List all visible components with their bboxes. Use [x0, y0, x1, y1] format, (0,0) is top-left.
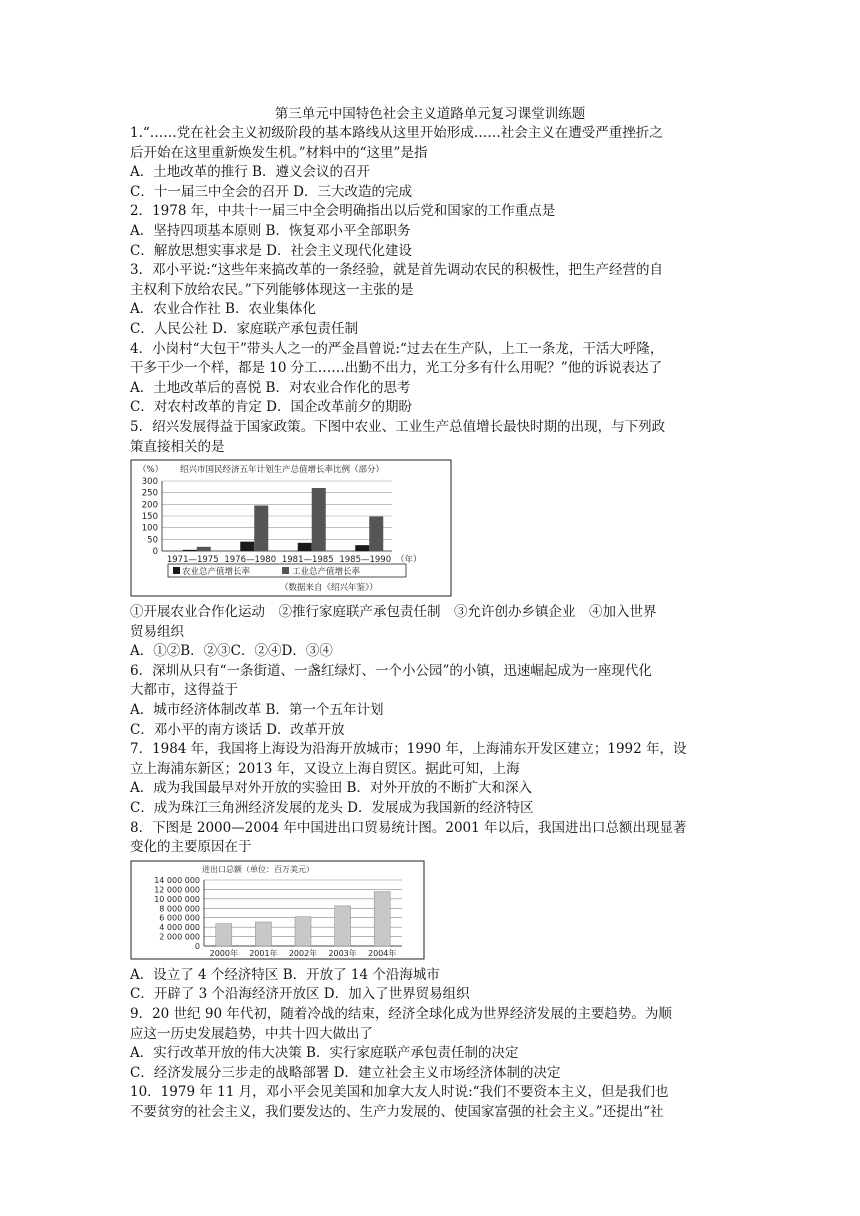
x-tick-label: 2000年 — [209, 948, 238, 958]
bar-trade-total — [255, 922, 271, 946]
legend-swatch-agriculture — [173, 567, 180, 574]
y-tick-label: 50 — [147, 535, 158, 546]
option-line: C．成为珠江三角洲经济发展的龙头 D．发展成为我国新的经济特区 — [130, 800, 534, 817]
question-stem-line: 策直接相关的是 — [130, 438, 225, 455]
x-tick-label: 1971—1975 — [166, 555, 219, 566]
option-line: C．解放思想实事求是 D．社会主义现代化建设 — [130, 242, 412, 259]
question-8 — [130, 819, 730, 1005]
chart-title: 进出口总额（单位：百万美元） — [202, 864, 314, 874]
option-line: C．人民公社 D．家庭联产承包责任制 — [130, 320, 358, 337]
question-stem-line: 4．小岗村“大包干”带头人之一的严金昌曾说:“过去在生产队，上工一条龙，干活大呼隆， — [130, 340, 664, 357]
option-line: C．经济发展分三步走的战略部署 D．建立社会主义市场经济体制的决定 — [130, 1064, 561, 1081]
x-tick-label: 1976—1980 — [224, 555, 277, 566]
exam-page — [130, 104, 730, 1123]
question-stem-line: 2．1978 年，中共十一届三中全会明确指出以后党和国家的工作重点是 — [130, 203, 556, 220]
y-tick-label: 200 — [141, 500, 158, 511]
option-line: A．土地改革后的喜悦 B．对农业合作化的思考 — [130, 379, 411, 396]
y-tick-label: 250 — [141, 488, 158, 499]
y-tick-label: 4 000 000 — [159, 922, 200, 932]
question-stem-line: 后开始在这里重新焕发生机。”材料中的“这里”是指 — [130, 144, 428, 161]
bar-agriculture — [298, 543, 312, 551]
question-7 — [130, 740, 730, 818]
x-tick-label: 2001年 — [249, 948, 278, 958]
option-line: C．邓小平的南方谈话 D．改革开放 — [130, 721, 345, 738]
y-tick-label: 300 — [141, 477, 158, 488]
question-stem-line: 干多干少一个样，都是 10 分工……出勤不出力，光工分多有什么用呢？”他的诉说表达了 — [130, 360, 663, 377]
question-stem-line: 立上海浦东新区；2013 年，又设立上海自贸区。据此可知，上海 — [130, 760, 520, 777]
y-unit-label: （%） — [138, 465, 164, 476]
bar-trade-total — [374, 891, 390, 945]
question-2 — [130, 202, 730, 261]
legend-swatch-industry — [282, 567, 289, 574]
page-title: 第三单元中国特色社会主义道路单元复习课堂训练题 — [274, 106, 586, 122]
x-tick-label: 1985—1990 — [339, 555, 392, 566]
option-line: A．设立了 4 个经济特区 B．开放了 14 个沿海城市 — [130, 966, 440, 983]
shaoxing-growth-chart — [130, 459, 730, 601]
option-line: C．十一届三中全会的召开 D．三大改造的完成 — [130, 183, 412, 200]
option-line: A．实行改革开放的伟大决策 B．实行家庭联产承包责任制的决定 — [130, 1045, 519, 1062]
shaoxing-growth-chart-svg — [130, 459, 452, 597]
question-stem-line: 10．1979 年 11 月，邓小平会见美国和加拿大友人时说:“我们不要资本主义，但是我们也 — [130, 1084, 669, 1101]
question-stem-line: 贸易组织 — [130, 623, 184, 640]
y-tick-label: 2 000 000 — [159, 932, 200, 942]
question-5 — [130, 418, 730, 662]
question-stem-line: 不要贫穷的社会主义，我们要发达的、生产力发展的、使国家富强的社会主义。”还提出“社 — [130, 1103, 664, 1120]
question-stem-line: 7．1984 年，我国将上海设为沿海开放城市；1990 年，上海浦东开发区建立；1992 年，设 — [130, 741, 687, 758]
option-line: A．成为我国最早对外开放的实验田 B．对外开放的不断扩大和深入 — [130, 780, 532, 797]
y-tick-label: 10 000 000 — [154, 894, 200, 904]
y-tick-label: 8 000 000 — [159, 904, 200, 914]
bar-industry — [254, 506, 268, 552]
y-tick-label: 14 000 000 — [154, 875, 200, 885]
option-line: A．①②B．②③C．②④D．③④ — [130, 643, 333, 660]
option-line: C．对农村改革的肯定 D．国企改革前夕的期盼 — [130, 399, 412, 416]
x-tick-label: 1981—1985 — [281, 555, 334, 566]
chart-title: 绍兴市国民经济五年计划生产总值增长率比例（部分） — [180, 465, 385, 476]
question-stem-line: 5．绍兴发展得益于国家政策。下图中农业、工业生产总值增长最快时期的出现，与下列政 — [130, 418, 666, 435]
question-4 — [130, 340, 730, 418]
option-line: A．土地改革的推行 B．遵义会议的召开 — [130, 164, 370, 181]
question-9 — [130, 1005, 730, 1083]
bar-agriculture — [183, 550, 197, 551]
question-6 — [130, 662, 730, 740]
option-line: C．开辟了 3 个沿海经济开放区 D．加入了世界贸易组织 — [130, 986, 470, 1003]
legend-label-agriculture: 农业总产值增长率 — [182, 567, 251, 578]
x-unit-label: （年） — [396, 555, 422, 566]
bar-trade-total — [335, 906, 351, 946]
bar-industry — [369, 517, 383, 552]
question-stem-line: 1.“……党在社会主义初级阶段的基本路线从这里开始形成……社会主义在遭受严重挫折之 — [130, 125, 663, 141]
y-tick-label: 150 — [141, 512, 158, 523]
option-line: A．城市经济体制改革 B．第一个五年计划 — [130, 702, 384, 719]
question-stem-line: 大都市，这得益于 — [130, 682, 238, 699]
question-stem-line: ①开展农业合作化运动 ②推行家庭联产承包责任制 ③允许创办乡镇企业 ④加入世界 — [130, 604, 657, 621]
question-stem-line: 8．下图是 2000—2004 年中国进出口贸易统计图。2001 年以后，我国进出口总额出现显著 — [130, 819, 687, 836]
bar-agriculture — [240, 542, 254, 551]
chart-source-note: （数据来自《绍兴年鉴》） — [280, 583, 378, 594]
option-line: A．农业合作社 B．农业集体化 — [130, 301, 316, 318]
question-10 — [130, 1083, 730, 1122]
question-stem-line: 应这一历史发展趋势，中共十四大做出了 — [130, 1025, 373, 1042]
question-stem-line: 主权利下放给农民。”下列能够体现这一主张的是 — [130, 281, 414, 298]
trade-volume-chart — [130, 860, 730, 964]
y-tick-label: 0 — [194, 941, 200, 951]
y-tick-label: 6 000 000 — [159, 913, 200, 923]
y-tick-label: 100 — [141, 523, 158, 534]
bar-trade-total — [216, 923, 232, 945]
question-stem-line: 变化的主要原因在于 — [130, 839, 252, 856]
y-tick-label: 12 000 000 — [154, 885, 200, 895]
question-stem-line: 9．20 世纪 90 年代初，随着冷战的结束，经济全球化成为世界经济发展的主要趋势。为顺 — [130, 1006, 672, 1022]
bar-industry — [197, 547, 211, 551]
question-stem-line: 3．邓小平说:“这些年来搞改革的一条经验，就是首先调动农民的积极性，把生产经营的自 — [130, 262, 664, 279]
question-stem-line: 6．深圳从只有“一条街道、一盏红绿灯、一个小公园”的小镇，迅速崛起成为一座现代化 — [130, 662, 652, 679]
legend-label-industry: 工业总产值增长率 — [292, 567, 361, 578]
bar-trade-total — [295, 917, 311, 946]
x-tick-label: 2002年 — [288, 948, 318, 958]
bar-agriculture — [355, 545, 369, 551]
bar-industry — [312, 488, 326, 551]
option-line: A．坚持四项基本原则 B．恢复邓小平全部职务 — [130, 222, 411, 239]
chart-frame — [131, 460, 451, 596]
question-3 — [130, 261, 730, 339]
trade-volume-chart-svg — [130, 860, 425, 960]
x-tick-label: 2003年 — [328, 948, 357, 958]
x-tick-label: 2004年 — [368, 948, 397, 958]
question-1 — [130, 124, 730, 202]
y-tick-label: 0 — [152, 547, 158, 558]
